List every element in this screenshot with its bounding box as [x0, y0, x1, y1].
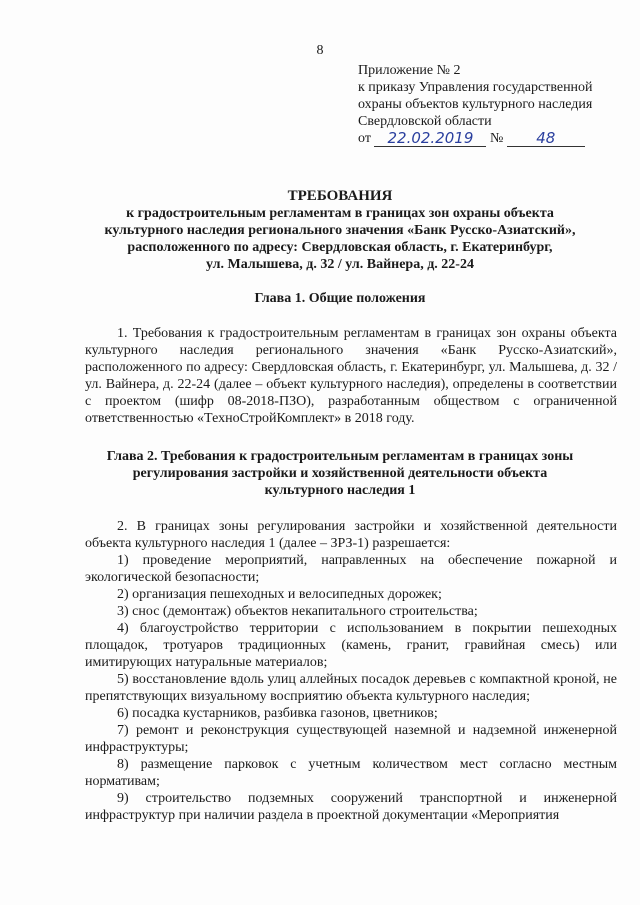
title-line-5: ул. Малышева, д. 32 / ул. Вайнера, д. 22-24 [206, 257, 474, 272]
list-item: 1) проведение мероприятий, направленных на обеспечение пожарной и экологической безопасности; [85, 553, 617, 585]
chapter-2-body [85, 518, 617, 824]
chapter-1-heading: Глава 1. Общие положения [254, 291, 426, 306]
appendix-header [358, 62, 628, 147]
appendix-line-2: к приказу Управления государственной [358, 80, 593, 95]
paragraph-2: 2. В границах зоны регулирования застройки и хозяйственной деятельности объекта культурного наследия 1 (далее – ЗРЗ-1) разрешается: [85, 519, 617, 551]
list-item: 3) снос (демонтаж) объектов некапитального строительства; [117, 604, 478, 619]
list-item: 8) размещение парковок с учетным количеством мест согласно местным нормативам; [85, 757, 617, 789]
list-item: 5) восстановление вдоль улиц аллейных посадок деревьев с компактной кроной, не препятствующих визуальному восприятию объекта культурного наследия; [85, 672, 617, 704]
page-number: 8 [316, 43, 324, 58]
appendix-line-4: Свердловской области [358, 114, 492, 129]
date-field [374, 130, 486, 147]
number-field [507, 130, 585, 147]
paragraph-1: 1. Требования к градостроительным регламентам в границах зон охраны объекта культурного наследия регионального значения «Банк Русско-Азиатский», расположенного по адресу: Свердловская область, г. Екатеринбург, ул. Малышева, д. 32 / ул. Вайнера, д. 22-24 (далее – объект культурного наследия), определены в соответствии с проектом (шифр 08-2018-ПЗО), разработанным обществом с ограниченной ответственностью «ТехноСтройКомплект» в 2018 году. [85, 326, 617, 426]
appendix-line-3: охраны объектов культурного наследия [358, 97, 593, 112]
chapter-2-heading-line-2: регулирования застройки и хозяйственной деятельности объекта [132, 466, 548, 481]
list-item: 4) благоустройство территории с использованием в покрытии пешеходных площадок, тротуаров традиционных (камень, гранит, гравийная смесь) или имитирующих натуральные материалов; [85, 621, 617, 670]
chapter-2-heading-line-1: Глава 2. Требования к градостроительным регламентам в границах зоны [106, 449, 574, 464]
handwritten-date: 22.02.2019 [387, 129, 474, 147]
appendix-line-1: Приложение № 2 [358, 63, 461, 78]
list-item: 2) организация пешеходных и велосипедных дорожек; [117, 587, 442, 602]
appendix-date-line [358, 130, 628, 147]
title-line-4: расположенного по адресу: Свердловская область, г. Екатеринбург, [127, 240, 553, 255]
number-label: № [489, 131, 504, 146]
title-line-2: к градостроительным регламентам в границах зон охраны объекта [126, 206, 554, 221]
list-item: 7) ремонт и реконструкция существующей наземной и надземной инженерной инфраструктуры; [85, 723, 617, 755]
chapter-2-heading-line-3: культурного наследия 1 [264, 483, 416, 498]
title-line-3: культурного наследия регионального значения «Банк Русско-Азиатский», [104, 223, 576, 238]
list-item: 9) строительство подземных сооружений транспортной и инженерной инфраструктур при наличии раздела в проектной документации «Мероприятия [85, 791, 617, 823]
list-item: 6) посадка кустарников, разбивка газонов, цветников; [117, 706, 438, 721]
title-line-1: ТРЕБОВАНИЯ [287, 188, 393, 204]
document-title [60, 188, 620, 273]
chapter-1-body [85, 325, 617, 427]
chapter-2-heading [60, 448, 620, 499]
from-label: от [358, 131, 371, 146]
handwritten-number: 48 [536, 129, 556, 147]
